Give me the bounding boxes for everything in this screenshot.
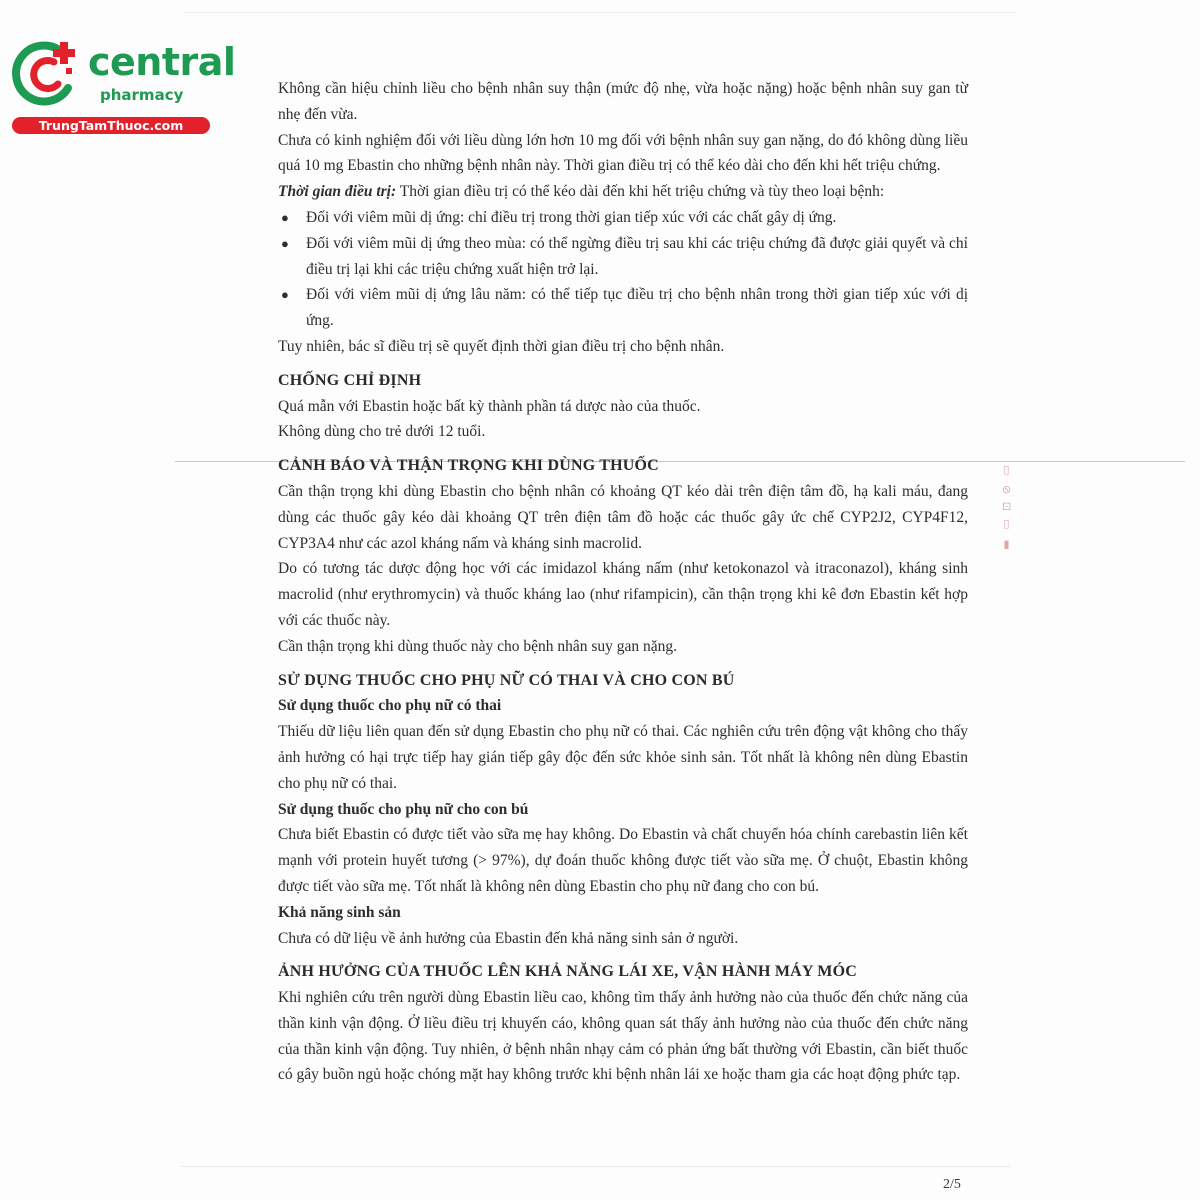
intro-paragraph-1: Không cần hiệu chỉnh liều cho bệnh nhân suy thận (mức độ nhẹ, vừa hoặc nặng) hoặc bệnh nhân suy gan từ nhẹ đến vừa. bbox=[278, 80, 968, 123]
intro-paragraph-2: Chưa có kinh nghiệm đối với liều dùng lớn hơn 10 mg đối với bệnh nhân suy gan nặng, do đó không dùng liều quá 10 mg Ebastin cho những bệnh nhân này. Thời gian điều trị có thể kéo dài cho đến khi hết triệu chứng. bbox=[278, 131, 968, 175]
warnings-paragraph-1: Cần thận trọng khi dùng Ebastin cho bệnh nhân có khoảng QT kéo dài trên điện tâm đồ, hạ kali máu, đang dùng các thuốc gây kéo dài khoảng QT trên điện tâm đồ hoặc các thuốc gây ức chế CYP2J2, CYP4F12, CYP3A4 như các azol kháng nấm và kháng sinh macrolid. bbox=[278, 482, 968, 552]
warnings-paragraph-3: Cần thận trọng khi dùng thuốc này cho bệnh nhân suy gan nặng. bbox=[278, 637, 678, 655]
driving-heading: ẢNH HƯỞNG CỦA THUỐC LÊN KHẢ NĂNG LÁI XE, VẬN HÀNH MÁY MÓC bbox=[278, 963, 857, 981]
side-stamp-mark: ▮ ▯ ⊡ ⊘ ▯ bbox=[1000, 462, 1013, 552]
pregnant-text: Thiếu dữ liệu liên quan đến sử dụng Ebastin cho phụ nữ có thai. Các nghiên cứu trên động vật không cho thấy ảnh hưởng có hại trực tiếp hay gián tiếp gây độc đến sức khỏe sinh sản. Tốt nhất là không nên dùng Ebastin cho phụ nữ có thai. bbox=[278, 723, 968, 792]
contraindication-line-2: Không dùng cho trẻ dưới 12 tuổi. bbox=[278, 423, 486, 441]
duration-bullet-list bbox=[278, 205, 968, 334]
pregnant-subheading: Sử dụng thuốc cho phụ nữ có thai bbox=[278, 697, 502, 715]
list-item bbox=[278, 231, 968, 283]
brand-subtitle: pharmacy bbox=[100, 86, 184, 104]
bullet-icon: ● bbox=[281, 209, 289, 225]
bullet-text: Đối với viêm mũi dị ứng lâu năm: có thể tiếp tục điều trị cho bệnh nhân trong thời gian tiếp xúc với dị ứng. bbox=[306, 286, 968, 330]
warnings-heading: CẢNH BÁO VÀ THẬN TRỌNG KHI DÙNG THUỐC bbox=[278, 457, 659, 475]
scan-edge-top bbox=[185, 12, 1015, 13]
contraindications-heading: CHỐNG CHỈ ĐỊNH bbox=[278, 371, 422, 389]
nursing-text: Chưa biết Ebastin có được tiết vào sữa mẹ hay không. Do Ebastin và chất chuyển hóa chính carebastin liên kết mạnh với protein huyết tương (> 97%), dự đoán thuốc không được tiết vào sữa mẹ. Ở chuột, Ebastin không được tiết vào sữa mẹ. Tốt nhất là không nên dùng Ebastin cho phụ nữ đang cho con bú. bbox=[278, 826, 968, 895]
contraindication-line-1: Quá mẫn với Ebastin hoặc bất kỳ thành phần tá dược nào của thuốc. bbox=[278, 397, 701, 415]
bullet-text: Đối với viêm mũi dị ứng: chỉ điều trị trong thời gian tiếp xúc với các chất gây dị ứng. bbox=[306, 208, 837, 226]
central-pharmacy-logo[interactable] bbox=[10, 36, 236, 136]
brand-name: central bbox=[88, 40, 236, 84]
page-number: 2/5 bbox=[943, 1177, 961, 1192]
pregnancy-heading: SỬ DỤNG THUỐC CHO PHỤ NỮ CÓ THAI VÀ CHO CON BÚ bbox=[278, 671, 735, 689]
bullet-text: Đối với viêm mũi dị ứng theo mùa: có thể ngừng điều trị sau khi các triệu chứng đã được giải quyết và chỉ điều trị lại khi các triệu chứng xuất hiện trở lại. bbox=[306, 234, 968, 278]
bullet-icon: ● bbox=[281, 235, 289, 251]
list-item bbox=[278, 205, 968, 231]
brand-url-link[interactable]: TrungTamThuoc.com bbox=[12, 117, 210, 134]
warnings-paragraph-2: Do có tương tác dược động học với các imidazol kháng nấm (như ketokonazol và itraconazol), kháng sinh macrolid (như erythromycin) và thuốc kháng lao (như rifampicin), cần thận trọng khi kê đơn Ebastin kết hợp với các thuốc này. bbox=[278, 560, 968, 629]
leaflet-content bbox=[278, 76, 968, 1088]
fertility-subheading: Khả năng sinh sản bbox=[278, 903, 401, 921]
duration-closing: Tuy nhiên, bác sĩ điều trị sẽ quyết định thời gian điều trị cho bệnh nhân. bbox=[278, 337, 725, 355]
duration-paragraph bbox=[278, 179, 968, 205]
pharmacy-cross-icon bbox=[10, 38, 80, 108]
driving-text: Khi nghiên cứu trên người dùng Ebastin liều cao, không tìm thấy ảnh hưởng nào của thuốc đến chức năng của thần kinh vận động. Ở liều điều trị khuyến cáo, không quan sát thấy ảnh hưởng nào của thuốc đến chức năng của thần kinh vận động. Tuy nhiên, ở bệnh nhân nhạy cảm có phản ứng bất thường với Ebastin, cần biết thuốc có gây buồn ngủ hoặc chóng mặt hay không trước khi bệnh nhân lái xe hoặc tham gia các hoạt động phức tạp. bbox=[278, 989, 968, 1084]
duration-lead: Thời gian điều trị: bbox=[278, 183, 397, 201]
fertility-text: Chưa có dữ liệu về ảnh hưởng của Ebastin đến khả năng sinh sản ở người. bbox=[278, 929, 739, 947]
nursing-subheading: Sử dụng thuốc cho phụ nữ cho con bú bbox=[278, 800, 529, 818]
duration-text: Thời gian điều trị có thể kéo dài đến khi hết triệu chứng và tùy theo loại bệnh: bbox=[396, 183, 885, 201]
list-item bbox=[278, 282, 968, 334]
scan-edge-bottom bbox=[180, 1166, 1010, 1167]
bullet-icon: ● bbox=[281, 287, 289, 303]
